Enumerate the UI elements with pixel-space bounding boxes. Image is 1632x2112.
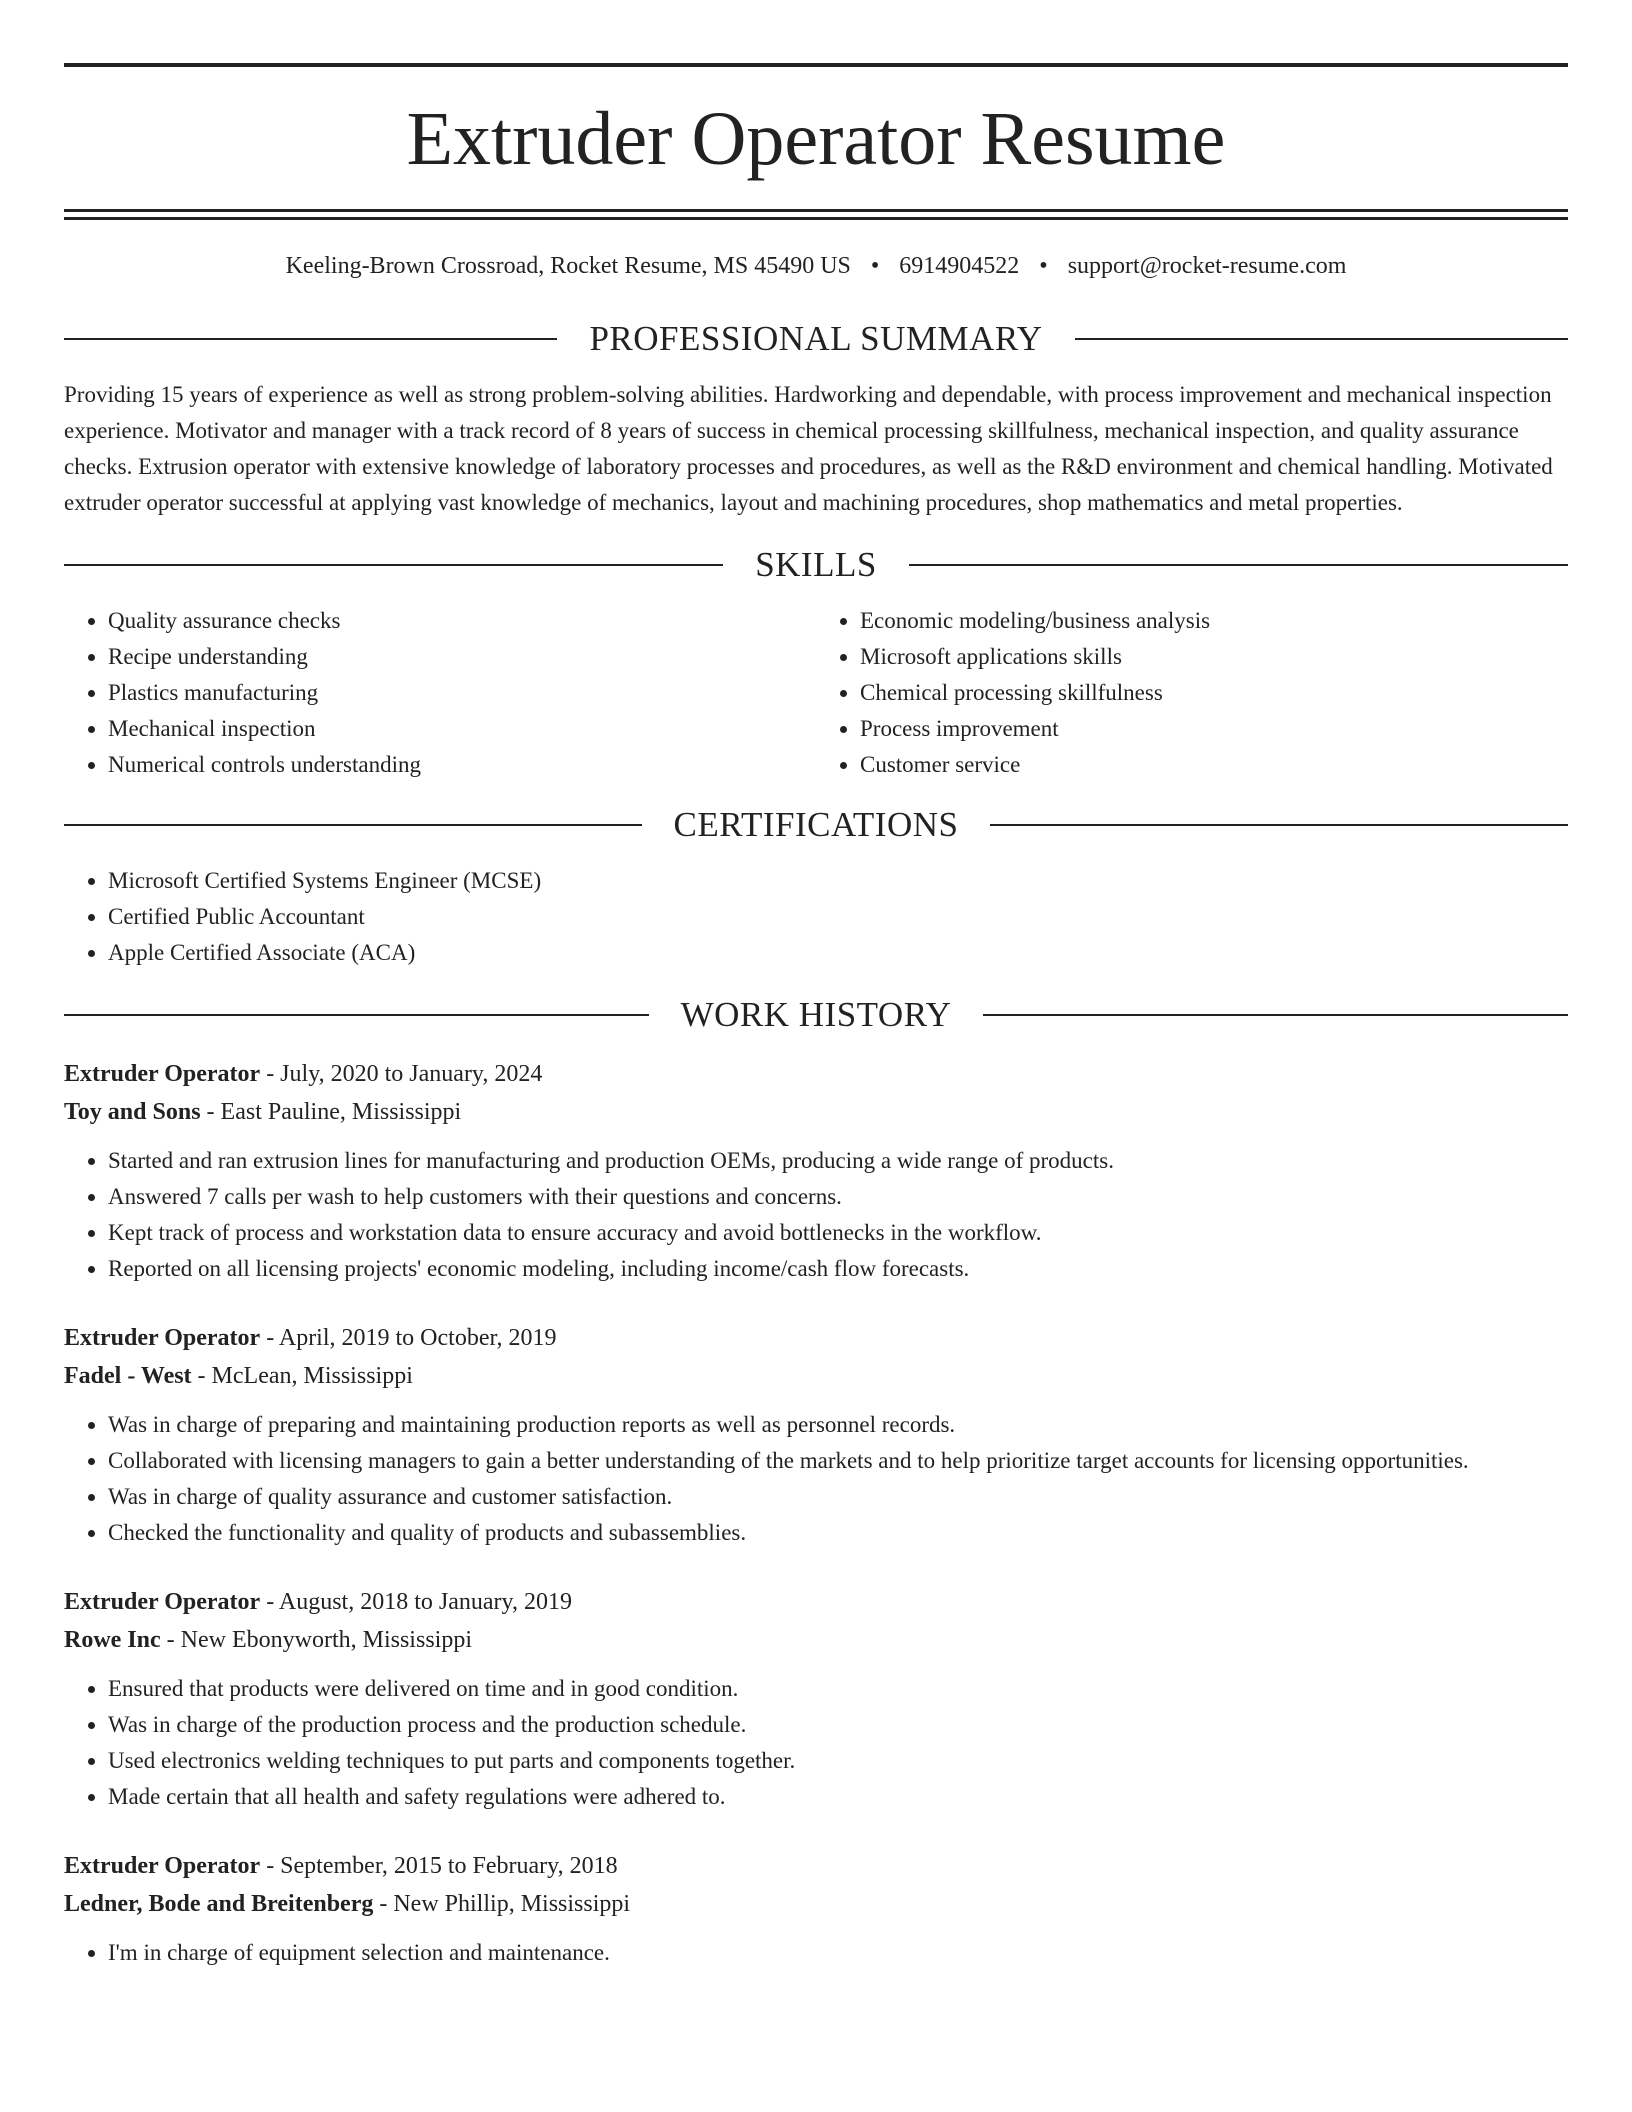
skill-item: • Economic modeling/business analysis bbox=[860, 603, 1568, 639]
job-bullet: • Was in charge of the production process and the production schedule. bbox=[108, 1707, 1568, 1743]
title-double-rule bbox=[64, 209, 1568, 220]
job-bullet: • Made certain that all health and safety regulations were adhered to. bbox=[108, 1779, 1568, 1815]
resume-page bbox=[64, 0, 1568, 1971]
heading-rule-left bbox=[64, 824, 642, 826]
skill-item: • Numerical controls understanding bbox=[108, 747, 816, 783]
job-company-line bbox=[64, 1357, 1568, 1395]
heading-rule-right bbox=[909, 564, 1568, 566]
skill-item: • Microsoft applications skills bbox=[860, 639, 1568, 675]
job-dates: - August, 2018 to January, 2019 bbox=[260, 1588, 572, 1615]
job-location: - McLean, Mississippi bbox=[191, 1362, 413, 1389]
job-bullet: • I'm in charge of equipment selection and maintenance. bbox=[108, 1935, 1568, 1971]
skill-item: • Customer service bbox=[860, 747, 1568, 783]
skills-columns bbox=[64, 603, 1568, 783]
contact-separator: • bbox=[870, 253, 880, 279]
certifications-list bbox=[64, 863, 1568, 971]
job-bullets bbox=[64, 1935, 1568, 1971]
certifications-section-heading bbox=[64, 805, 1568, 845]
contact-phone: 6914904522 bbox=[899, 253, 1020, 279]
job-company-line bbox=[64, 1093, 1568, 1131]
job-title: Extruder Operator bbox=[64, 1588, 261, 1615]
skill-item: • Plastics manufacturing bbox=[108, 675, 816, 711]
job-dates: - April, 2019 to October, 2019 bbox=[260, 1324, 557, 1351]
contact-line bbox=[64, 252, 1568, 281]
summary-text: Providing 15 years of experience as well as strong problem-solving abilities. Hardworking and dependable, with process improvement and mechanical inspection experience. Motivator and manager with a track record of 8 years of success in chemical processing skillfulness, mechanical inspection, and quality assurance checks. Extrusion operator with extensive knowledge of laboratory processes and procedures, as well as the R&D environment and chemical handling. Motivated extruder operator successful at applying vast knowledge of mechanics, layout and machining procedures, shop mathematics and metal properties. bbox=[64, 381, 1553, 515]
skills-heading: SKILLS bbox=[755, 544, 877, 584]
job-bullet: • Started and ran extrusion lines for manufacturing and production OEMs, producing a wide range of products. bbox=[108, 1143, 1568, 1179]
job-company: Rowe Inc bbox=[64, 1626, 161, 1653]
job-entry bbox=[64, 1847, 1568, 1971]
job-location: - New Phillip, Mississippi bbox=[373, 1890, 631, 1917]
heading-rule-left bbox=[64, 338, 557, 340]
job-bullets bbox=[64, 1671, 1568, 1815]
certification-item: • Certified Public Accountant bbox=[108, 899, 1568, 935]
job-title-line bbox=[64, 1847, 1568, 1885]
heading-rule-right bbox=[990, 824, 1568, 826]
summary-section-heading bbox=[64, 319, 1568, 359]
contact-separator: • bbox=[1039, 253, 1048, 279]
contact-address: Keeling-Brown Crossroad, Rocket Resume, MS 45490 US bbox=[285, 253, 851, 279]
job-title-line bbox=[64, 1319, 1568, 1357]
skills-list-right bbox=[816, 603, 1568, 783]
job-bullet: • Reported on all licensing projects' economic modeling, including income/cash flow forecasts. bbox=[108, 1251, 1568, 1287]
contact-email: support@rocket-resume.com bbox=[1067, 253, 1347, 279]
job-bullet: • Kept track of process and workstation data to ensure accuracy and avoid bottlenecks in the workflow. bbox=[108, 1215, 1568, 1251]
job-bullet: • Used electronics welding techniques to put parts and components together. bbox=[108, 1743, 1568, 1779]
job-dates: - July, 2020 to January, 2024 bbox=[260, 1060, 543, 1087]
heading-rule-right bbox=[1075, 338, 1568, 340]
job-entry bbox=[64, 1319, 1568, 1551]
job-bullet: • Checked the functionality and quality of products and subassemblies. bbox=[108, 1515, 1568, 1551]
job-location: - New Ebonyworth, Mississippi bbox=[160, 1626, 472, 1653]
job-dates: - September, 2015 to February, 2018 bbox=[260, 1852, 618, 1879]
job-title: Extruder Operator bbox=[64, 1852, 261, 1879]
heading-rule-right bbox=[983, 1014, 1568, 1016]
job-company: Fadel - West bbox=[64, 1362, 192, 1389]
skill-item: • Recipe understanding bbox=[108, 639, 816, 675]
certification-item: • Apple Certified Associate (ACA) bbox=[108, 935, 1568, 971]
resume-title: Extruder Operator Resume bbox=[406, 97, 1226, 181]
summary-heading: PROFESSIONAL SUMMARY bbox=[589, 318, 1043, 358]
job-title: Extruder Operator bbox=[64, 1324, 261, 1351]
job-title-line bbox=[64, 1055, 1568, 1093]
certifications-heading: CERTIFICATIONS bbox=[673, 804, 959, 844]
heading-rule-left bbox=[64, 1014, 649, 1016]
top-rule bbox=[64, 63, 1568, 67]
job-bullet: • Was in charge of preparing and maintaining production reports as well as personnel records. bbox=[108, 1407, 1568, 1443]
skill-item: • Process improvement bbox=[860, 711, 1568, 747]
skill-item: • Quality assurance checks bbox=[108, 603, 816, 639]
job-entry bbox=[64, 1583, 1568, 1815]
job-bullet: • Collaborated with licensing managers to gain a better understanding of the markets and to help prioritize target accounts for licensing opportunities. bbox=[108, 1443, 1568, 1479]
work-history-heading: WORK HISTORY bbox=[680, 994, 952, 1034]
skills-section-heading bbox=[64, 545, 1568, 585]
job-bullet: • Was in charge of quality assurance and customer satisfaction. bbox=[108, 1479, 1568, 1515]
job-bullets bbox=[64, 1407, 1568, 1551]
job-bullet: • Answered 7 calls per wash to help customers with their questions and concerns. bbox=[108, 1179, 1568, 1215]
job-company-line bbox=[64, 1885, 1568, 1923]
certification-item: • Microsoft Certified Systems Engineer (MCSE) bbox=[108, 863, 1568, 899]
job-title: Extruder Operator bbox=[64, 1060, 261, 1087]
job-company: Toy and Sons bbox=[64, 1098, 201, 1125]
job-bullets bbox=[64, 1143, 1568, 1287]
job-bullet: • Ensured that products were delivered on time and in good condition. bbox=[108, 1671, 1568, 1707]
skill-item: • Chemical processing skillfulness bbox=[860, 675, 1568, 711]
skills-list-left bbox=[64, 603, 816, 783]
job-title-line bbox=[64, 1583, 1568, 1621]
skill-item: • Mechanical inspection bbox=[108, 711, 816, 747]
work-history-section-heading bbox=[64, 995, 1568, 1035]
job-company-line bbox=[64, 1621, 1568, 1659]
heading-rule-left bbox=[64, 564, 723, 566]
job-entry bbox=[64, 1055, 1568, 1287]
job-company: Ledner, Bode and Breitenberg bbox=[64, 1890, 374, 1917]
job-location: - East Pauline, Mississippi bbox=[200, 1098, 462, 1125]
